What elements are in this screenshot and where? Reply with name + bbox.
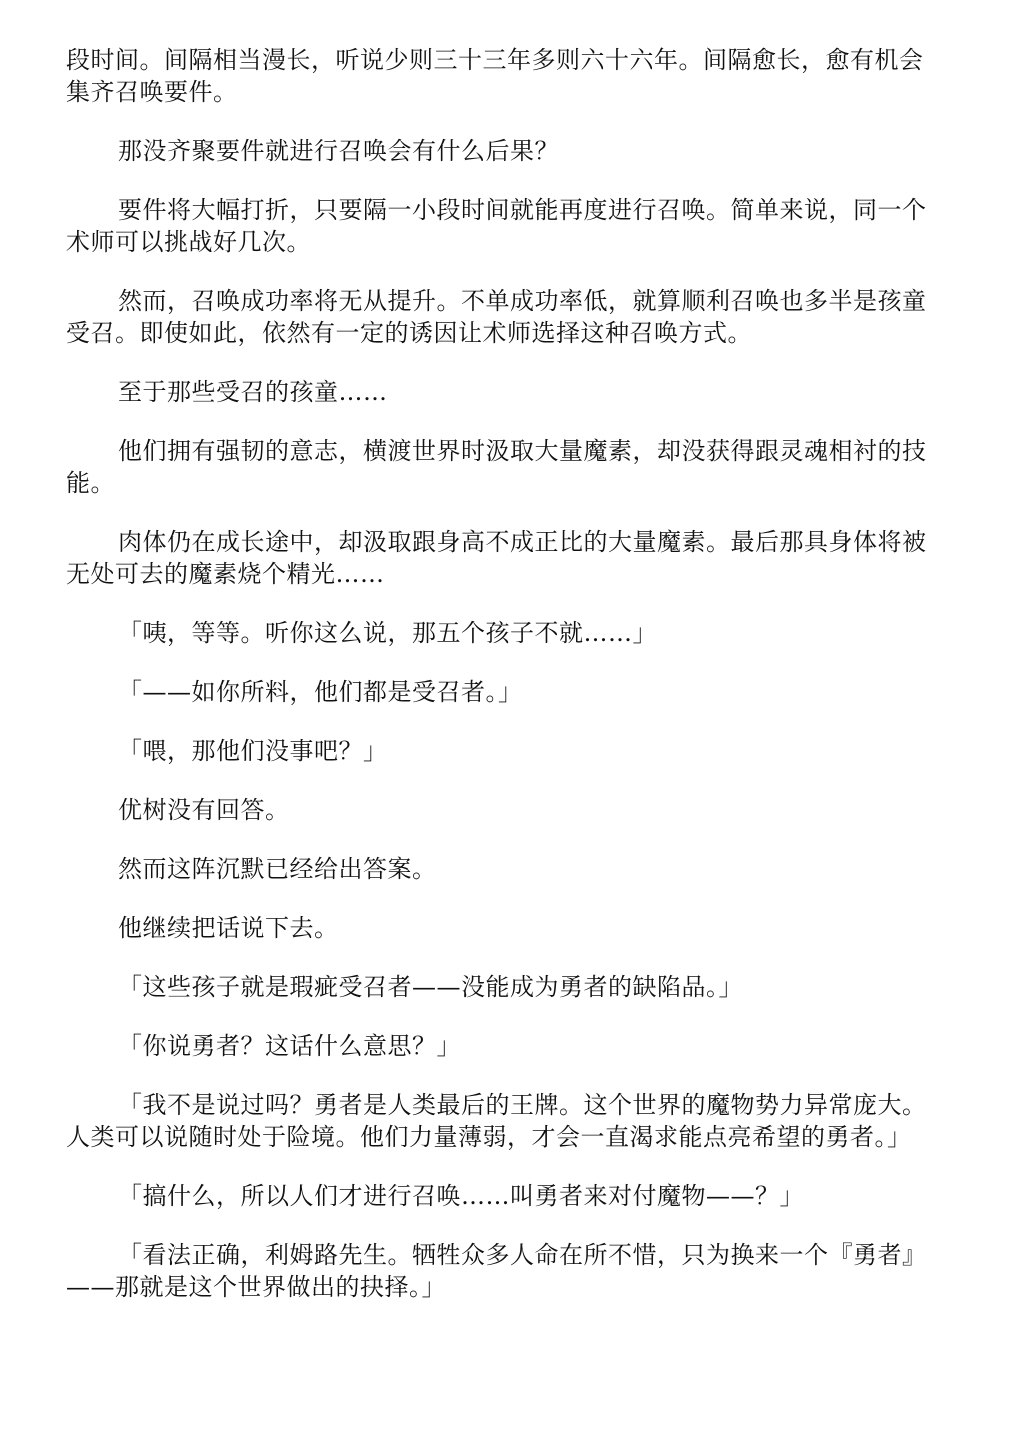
dialogue-line: 「这些孩子就是瑕疵受召者——没能成为勇者的缺陷品。」 [118,973,743,1001]
document-page [66,44,946,1330]
paragraph: 然而这阵沉默已经给出答案。 [118,855,437,883]
dialogue-line: 「咦，等等。听你这么说，那五个孩子不就……」 [118,619,657,647]
paragraph: 至于那些受召的孩童…… [118,378,388,406]
dialogue-line: 「喂，那他们没事吧？」 [118,737,388,765]
paragraph: 要件将大幅打折，只要隔一小段时间就能再度进行召唤。简单来说，同一个术师可以挑战好几次。 [66,196,927,256]
paragraph: 他继续把话说下去。 [118,914,339,942]
paragraph: 然而，召唤成功率将无从提升。不单成功率低，就算顺利召唤也多半是孩童受召。即使如此，依然有一定的诱因让术师选择这种召唤方式。 [66,287,927,347]
paragraph: 那没齐聚要件就进行召唤会有什么后果？ [118,137,559,165]
paragraph: 段时间。间隔相当漫长，听说少则三十三年多则六十六年。间隔愈长，愈有机会集齐召唤要件。 [66,46,924,106]
dialogue-line: 「我不是说过吗？勇者是人类最后的王牌。这个世界的魔物势力异常庞大。人类可以说随时处于险境。他们力量薄弱，才会一直渴求能点亮希望的勇者。」 [66,1091,927,1151]
paragraph: 肉体仍在成长途中，却汲取跟身高不成正比的大量魔素。最后那具身体将被无处可去的魔素烧个精光…… [66,528,927,588]
dialogue-line: 「——如你所料，他们都是受召者。」 [118,678,523,706]
dialogue-line: 「看法正确，利姆路先生。牺牲众多人命在所不惜，只为换来一个『勇者』——那就是这个世界做出的抉择。」 [66,1241,927,1301]
paragraph: 优树没有回答。 [118,796,290,824]
dialogue-line: 「搞什么，所以人们才进行召唤……叫勇者来对付魔物——？」 [118,1182,804,1210]
paragraph: 他们拥有强韧的意志，横渡世界时汲取大量魔素，却没获得跟灵魂相衬的技能。 [66,437,927,497]
dialogue-line: 「你说勇者？这话什么意思？」 [118,1032,461,1060]
